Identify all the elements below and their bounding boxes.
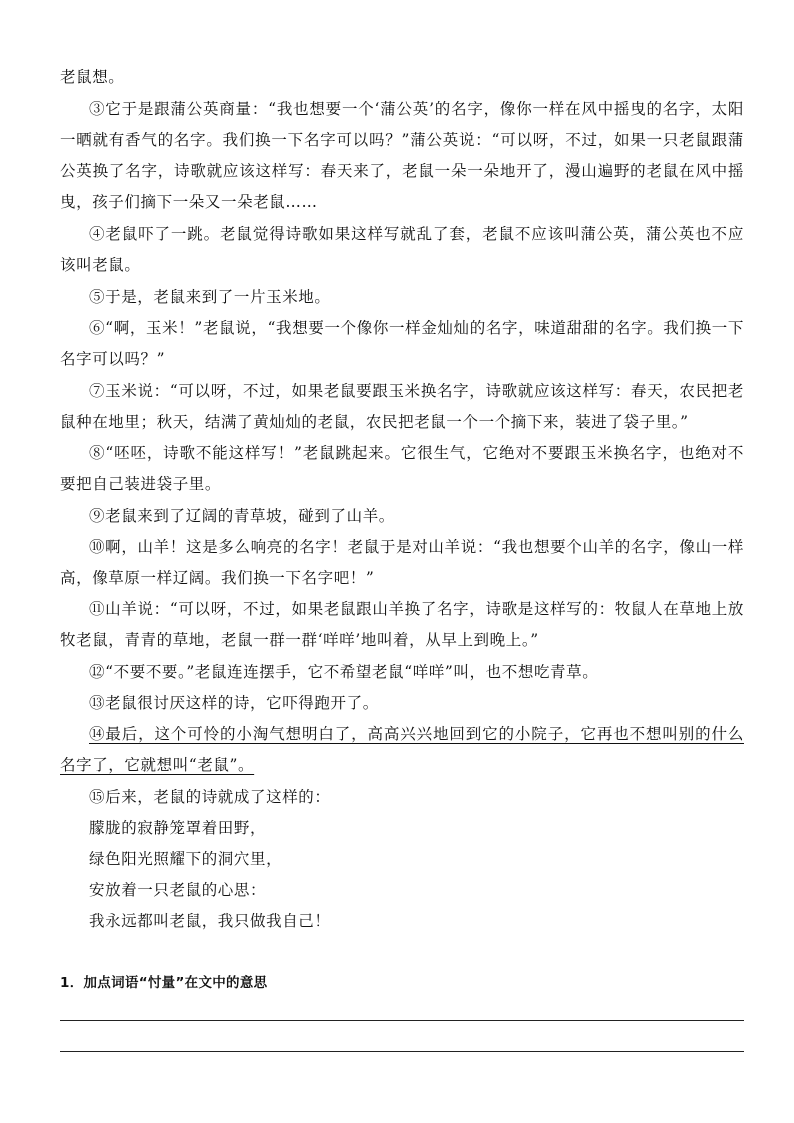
- paragraph-4: ④老鼠吓了一跳。老鼠觉得诗歌如果这样写就乱了套，老鼠不应该叫蒲公英，蒲公英也不应该叫老鼠。: [60, 225, 744, 274]
- answer-line-2[interactable]: [60, 1051, 744, 1052]
- paragraph-7: ⑦玉米说：“可以呀，不过，如果老鼠要跟玉米换名字，诗歌就应该这样写：春天，农民把老鼠种在地里；秋天，结满了黄灿灿的老鼠，农民把老鼠一个一个摘下来，装进了袋子里。”: [60, 382, 744, 431]
- question-1: 1．加点词语“忖量”在文中的意思: [60, 975, 268, 991]
- underlined-text: ⑭最后，这个可怜的小淘气想明白了，高高兴兴地回到它的小院子，它再也不想叫别的什么名字了，它就想叫“老鼠”。: [60, 725, 744, 774]
- paragraph-13: ⑬老鼠很讨厌这样的诗，它吓得跑开了。: [89, 694, 379, 712]
- paragraph-14-underlined: [60, 719, 744, 781]
- paragraph-11: ⑪山羊说：“可以呀，不过，如果老鼠跟山羊换了名字，诗歌是这样写的：牧鼠人在草地上放牧老鼠，青青的草地，老鼠一群一群‘咩咩’地叫着，从早上到晚上。”: [60, 600, 744, 649]
- paragraph-15: ⑮后来，老鼠的诗就成了这样的：: [89, 788, 331, 806]
- paragraph-5: ⑤于是，老鼠来到了一片玉米地。: [89, 288, 331, 306]
- answer-line-1[interactable]: [60, 1020, 744, 1021]
- paragraph-10: ⑩啊，山羊！这是多么响亮的名字！老鼠于是对山羊说：“我也想要个山羊的名字，像山一样高，像草原一样辽阔。我们换一下名字吧！”: [60, 538, 744, 587]
- poem-line-1: 朦胧的寂静笼罩着田野，: [89, 819, 267, 837]
- poem-line-3: 安放着一只老鼠的心思：: [89, 881, 267, 899]
- paragraph-8: ⑧“呸呸，诗歌不能这样写！”老鼠跳起来。它很生气，它绝对不要跟玉米换名字，也绝对不要把自己装进袋子里。: [60, 444, 744, 493]
- poem-line-2: 绿色阳光照耀下的洞穴里，: [89, 850, 283, 868]
- paragraph-9: ⑨老鼠来到了辽阔的青草坡，碰到了山羊。: [89, 507, 395, 525]
- paragraph-12: ⑫“不要不要。”老鼠连连摆手，它不希望老鼠“咩咩”叫，也不想吃青草。: [89, 663, 599, 681]
- paragraph-3: ③它于是跟蒲公英商量：“我也想要一个‘蒲公英’的名字，像你一样在风中摇曳的名字，太阳一晒就有香气的名字。我们换一下名字可以吗？”蒲公英说：“可以呀，不过，如果一只老鼠跟蒲公英换了名字，诗歌就应该这样写：春天来了，老鼠一朵一朵地开了，漫山遍野的老鼠在风中摇曳，孩子们摘下一朵又一朵老鼠……: [60, 100, 744, 211]
- paragraph-6: ⑥“啊，玉米！”老鼠说，“我想要一个像你一样金灿灿的名字，味道甜甜的名字。我们换一下名字可以吗？”: [60, 319, 744, 368]
- poem-line-4: 我永远都叫老鼠，我只做我自己！: [89, 912, 331, 930]
- paragraph-0: 老鼠想。: [60, 68, 125, 86]
